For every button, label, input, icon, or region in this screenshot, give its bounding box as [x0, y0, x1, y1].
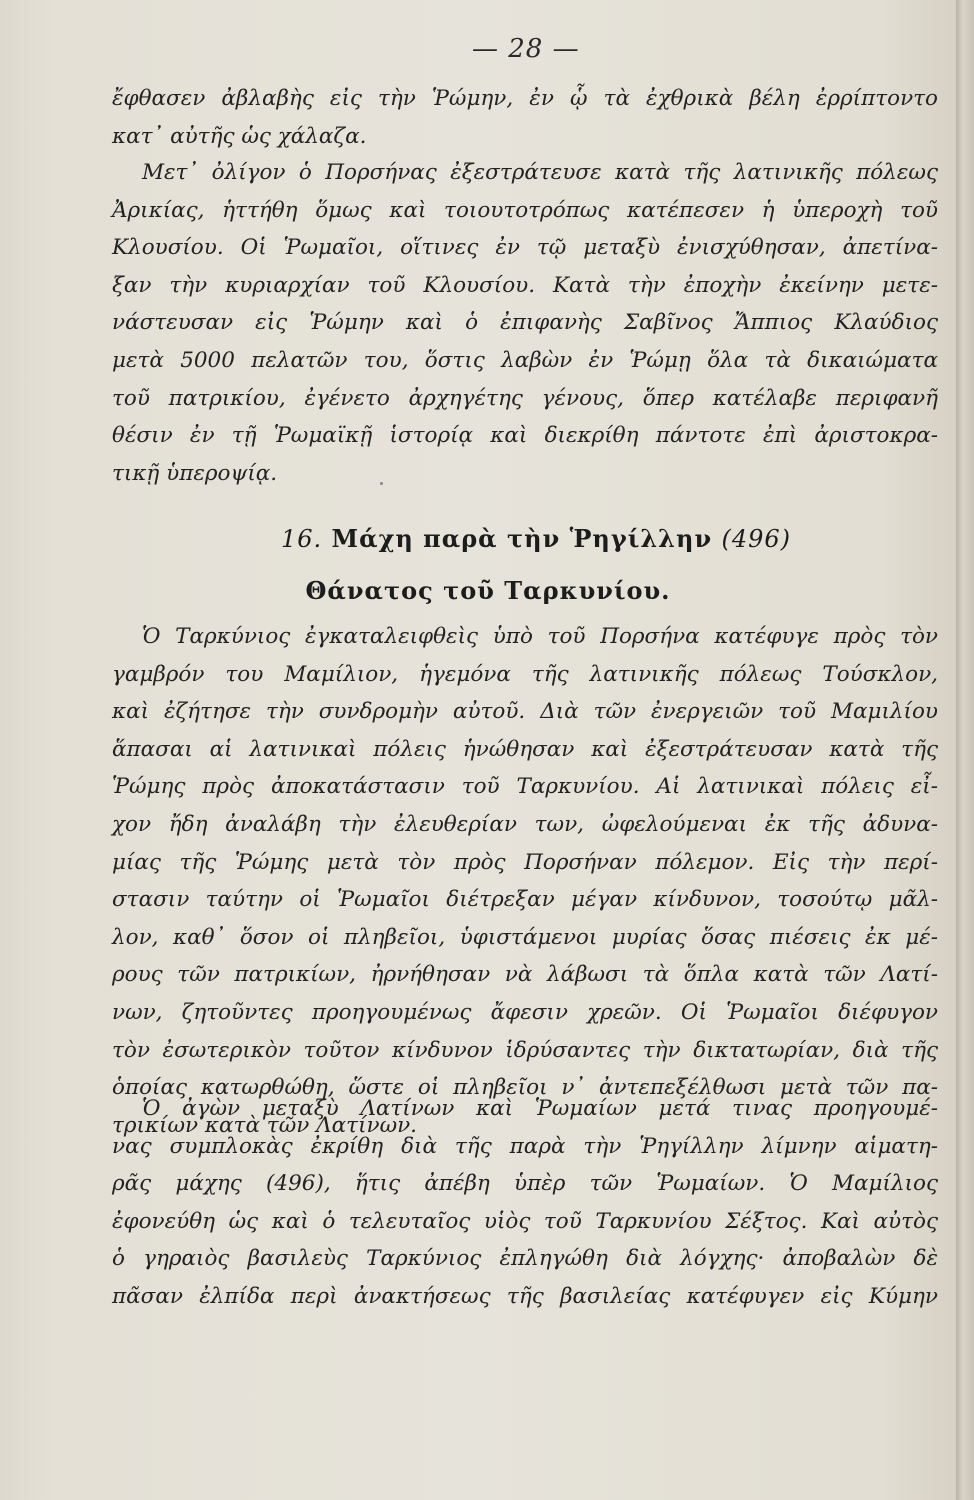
text-line: Ὁ Ταρκύνιος ἐγκαταλειφθεὶς ὑπὸ τοῦ Πορσήνα κατέφυγε πρὸς τὸν — [142, 624, 938, 649]
paragraph-3 — [112, 618, 938, 1144]
section-title: Μάχη παρὰ τὴν Ῥηγίλλην — [331, 524, 713, 553]
text-line: ὁποίας κατωρθώθη, ὥστε οἱ πληβεῖοι ν᾽ ἀντεπεξέλθωσι μετὰ τῶν πα- — [112, 1075, 938, 1101]
text-line: τοῦ πατρικίου, ἐγένετο ἀρχηγέτης γένους, ὅπερ κατέλαβε περιφανῆ — [112, 385, 938, 411]
text-line: ἔφθασεν ἀβλαβὴς εἰς τὴν Ῥώμην, ἐν ᾧ τὰ ἐχθρικὰ βέλη ἐρρίπτοντο — [112, 86, 938, 111]
text-line: ρους τῶν πατρικίων, ἠρνήθησαν νὰ λάβωσι τὰ ὅπλα κατὰ τῶν Λατί- — [112, 962, 938, 988]
text-line: τικῇ ὑπεροψίᾳ. — [112, 460, 278, 486]
section-heading — [58, 524, 956, 553]
text-line: γαμβρόν του Μαμίλιον, ἡγεμόνα τῆς λατινικῆς πόλεως Τούσκλον, — [112, 661, 938, 687]
text-line: ἅπασαι αἱ λατινικαὶ πόλεις ἡνώθησαν καὶ ἐξεστράτευσαν κατὰ τῆς — [112, 736, 938, 762]
paragraph-1 — [112, 80, 938, 155]
text-line: Ἀρικίας, ἡττήθη ὅμως καὶ τοιουτοτρόπως κατέπεσεν ἡ ὑπεροχὴ τοῦ — [112, 197, 938, 223]
text-line: ἐφονεύθη ὡς καὶ ὁ τελευταῖος υἱὸς τοῦ Ταρκυνίου Σέξτος. Καὶ αὐτὸς — [112, 1208, 938, 1234]
text-line: νάστευσαν εἰς Ῥώμην καὶ ὁ ἐπιφανὴς Σαβῖνος Ἄππιος Κλαύδιος — [112, 310, 938, 336]
text-line: μίας τῆς Ῥώμης μετὰ τὸν πρὸς Πορσήναν πόλεμον. Εἰς τὴν περί- — [112, 849, 938, 875]
text-line: πᾶσαν ἐλπίδα περὶ ἀνακτήσεως τῆς βασιλείας κατέφυγεν εἰς Κύμην — [112, 1283, 938, 1309]
text-line: Ῥώμης πρὸς ἀποκατάστασιν τοῦ Ταρκυνίου. Αἱ λατινικαὶ πόλεις εἶ- — [112, 774, 938, 800]
page-edge — [956, 0, 974, 1500]
text-line: ξαν τὴν κυριαρχίαν τοῦ Κλουσίου. Κατὰ τὴν ἐποχὴν ἐκείνην μετε- — [112, 272, 938, 298]
text-line: καὶ ἐζήτησε τὴν συνδρομὴν αὐτοῦ. Διὰ τῶν ἐνεργειῶν τοῦ Μαμιλίου — [112, 699, 938, 725]
section-subtitle: Θάνατος τοῦ Ταρκυνίου. — [305, 576, 671, 605]
text-line: μετὰ 5000 πελατῶν του, ὅστις λαβὼν ἐν Ῥώμῃ ὅλα τὰ δικαιώματα — [112, 347, 938, 373]
text-line: Μετ᾽ ὀλίγον ὁ Πορσήνας ἐξεστράτευσε κατὰ τῆς λατινικῆς πόλεως — [142, 160, 938, 185]
text-line: Κλουσίου. Οἱ Ῥωμαῖοι, οἵτινες ἐν τῷ μεταξὺ ἐνισχύθησαν, ἀπετίνα- — [112, 235, 938, 261]
text-line: θέσιν ἐν τῇ Ῥωμαϊκῇ ἱστορίᾳ καὶ διεκρίθη πάντοτε ἐπὶ ἀριστοκρα- — [112, 423, 938, 449]
text-line: τὸν ἐσωτερικὸν τοῦτον κίνδυνον ἱδρύσαντες τὴν δικτατωρίαν, διὰ τῆς — [112, 1037, 938, 1063]
text-line: λον, καθ᾽ ὅσον οἱ πληβεῖοι, ὑφιστάμενοι μυρίας ὅσας πιέσεις ἐκ μέ- — [112, 924, 938, 950]
text-line: χον ἤδη ἀναλάβη τὴν ἐλευθερίαν των, ὠφελούμεναι ἐκ τῆς ἀδυνα- — [112, 811, 938, 837]
section-number: 16. — [281, 525, 323, 553]
text-line: ρᾶς μάχης (496), ἥτις ἀπέβη ὑπὲρ τῶν Ῥωμαίων. Ὁ Μαμίλιος — [112, 1171, 938, 1197]
paragraph-2 — [112, 154, 938, 492]
text-line: στασιν ταύτην οἱ Ῥωμαῖοι διέτρεξαν μέγαν κίνδυνον, τοσούτῳ μᾶλ- — [112, 887, 938, 913]
section-year: (496) — [721, 525, 791, 553]
paper-speck — [380, 482, 383, 485]
text-line: ὁ γηραιὸς βασιλεὺς Ταρκύνιος ἐπληγώθη διὰ λόγχης· ἀποβαλὼν δὲ — [112, 1246, 938, 1272]
text-line: κατ᾽ αὐτῆς ὡς χάλαζα. — [112, 123, 367, 149]
text-line: νας συμπλοκὰς ἐκρίθη διὰ τῆς παρὰ τὴν Ῥηγίλλην λίμνην αἱματη- — [112, 1133, 938, 1159]
text-line: νων, ζητοῦντες προηγουμένως ἄφεσιν χρεῶν. Οἱ Ῥωμαῖοι διέφυγον — [112, 999, 938, 1025]
page-number: — 28 — — [472, 34, 580, 64]
text-line: Ὁ ἀγὼν μεταξὺ Λατίνων καὶ Ῥωμαίων μετά τινας προηγουμέ- — [142, 1096, 938, 1121]
paragraph-4 — [112, 1090, 938, 1316]
text-line: τρικίων κατὰ τῶν Λατίνων. — [112, 1112, 417, 1138]
